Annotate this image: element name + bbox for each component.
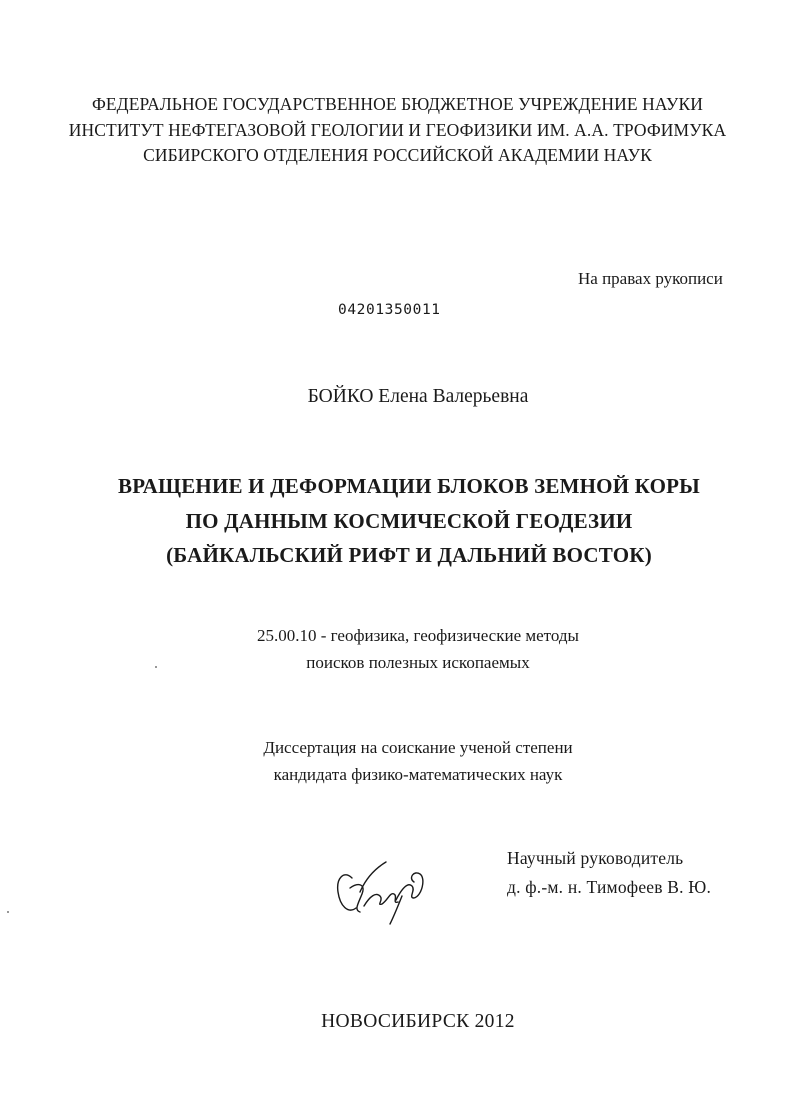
- degree-statement: [0, 734, 795, 788]
- dissertation-title: [0, 469, 795, 573]
- specialty-line-2: поисков полезных ископаемых: [306, 653, 530, 672]
- institution-header: [0, 92, 795, 169]
- degree-line-2: кандидата физико-математических наук: [273, 765, 563, 784]
- specialty-line-1: 25.00.10 - геофизика, геофизические методы: [257, 626, 579, 645]
- supervisor-label: Научный руководитель: [507, 848, 684, 868]
- scan-speck: [155, 666, 157, 668]
- title-line-2: ПО ДАННЫМ КОСМИЧЕСКОЙ ГЕОДЕЗИИ: [185, 508, 633, 533]
- degree-line-1: Диссертация на соискание ученой степени: [263, 738, 573, 757]
- scan-speck: [7, 911, 9, 913]
- rights-note: На правах рукописи: [578, 269, 723, 288]
- city-year: НОВОСИБИРСК 2012: [321, 1011, 515, 1032]
- document-code: 04201350011: [338, 302, 441, 318]
- title-line-3: (БАЙКАЛЬСКИЙ РИФТ И ДАЛЬНИЙ ВОСТОК): [166, 543, 652, 567]
- title-line-1: ВРАЩЕНИЕ И ДЕФОРМАЦИИ БЛОКОВ ЗЕМНОЙ КОРЫ: [118, 474, 700, 498]
- supervisor-block: [507, 844, 711, 902]
- handwritten-signature: [330, 848, 440, 928]
- header-line-1: ФЕДЕРАЛЬНОЕ ГОСУДАРСТВЕННОЕ БЮДЖЕТНОЕ УЧРЕЖДЕНИЕ НАУКИ: [91, 94, 704, 114]
- author-name: БОЙКО Елена Валерьевна: [307, 386, 529, 407]
- supervisor-name: д. ф.-м. н. Тимофеев В. Ю.: [507, 877, 712, 897]
- header-line-2: ИНСТИТУТ НЕФТЕГАЗОВОЙ ГЕОЛОГИИ И ГЕОФИЗИКИ ИМ. А.А. ТРОФИМУКА: [68, 119, 727, 140]
- header-line-3: СИБИРСКОГО ОТДЕЛЕНИЯ РОССИЙСКОЙ АКАДЕМИИ НАУК: [143, 145, 652, 165]
- specialty-code: [0, 622, 795, 676]
